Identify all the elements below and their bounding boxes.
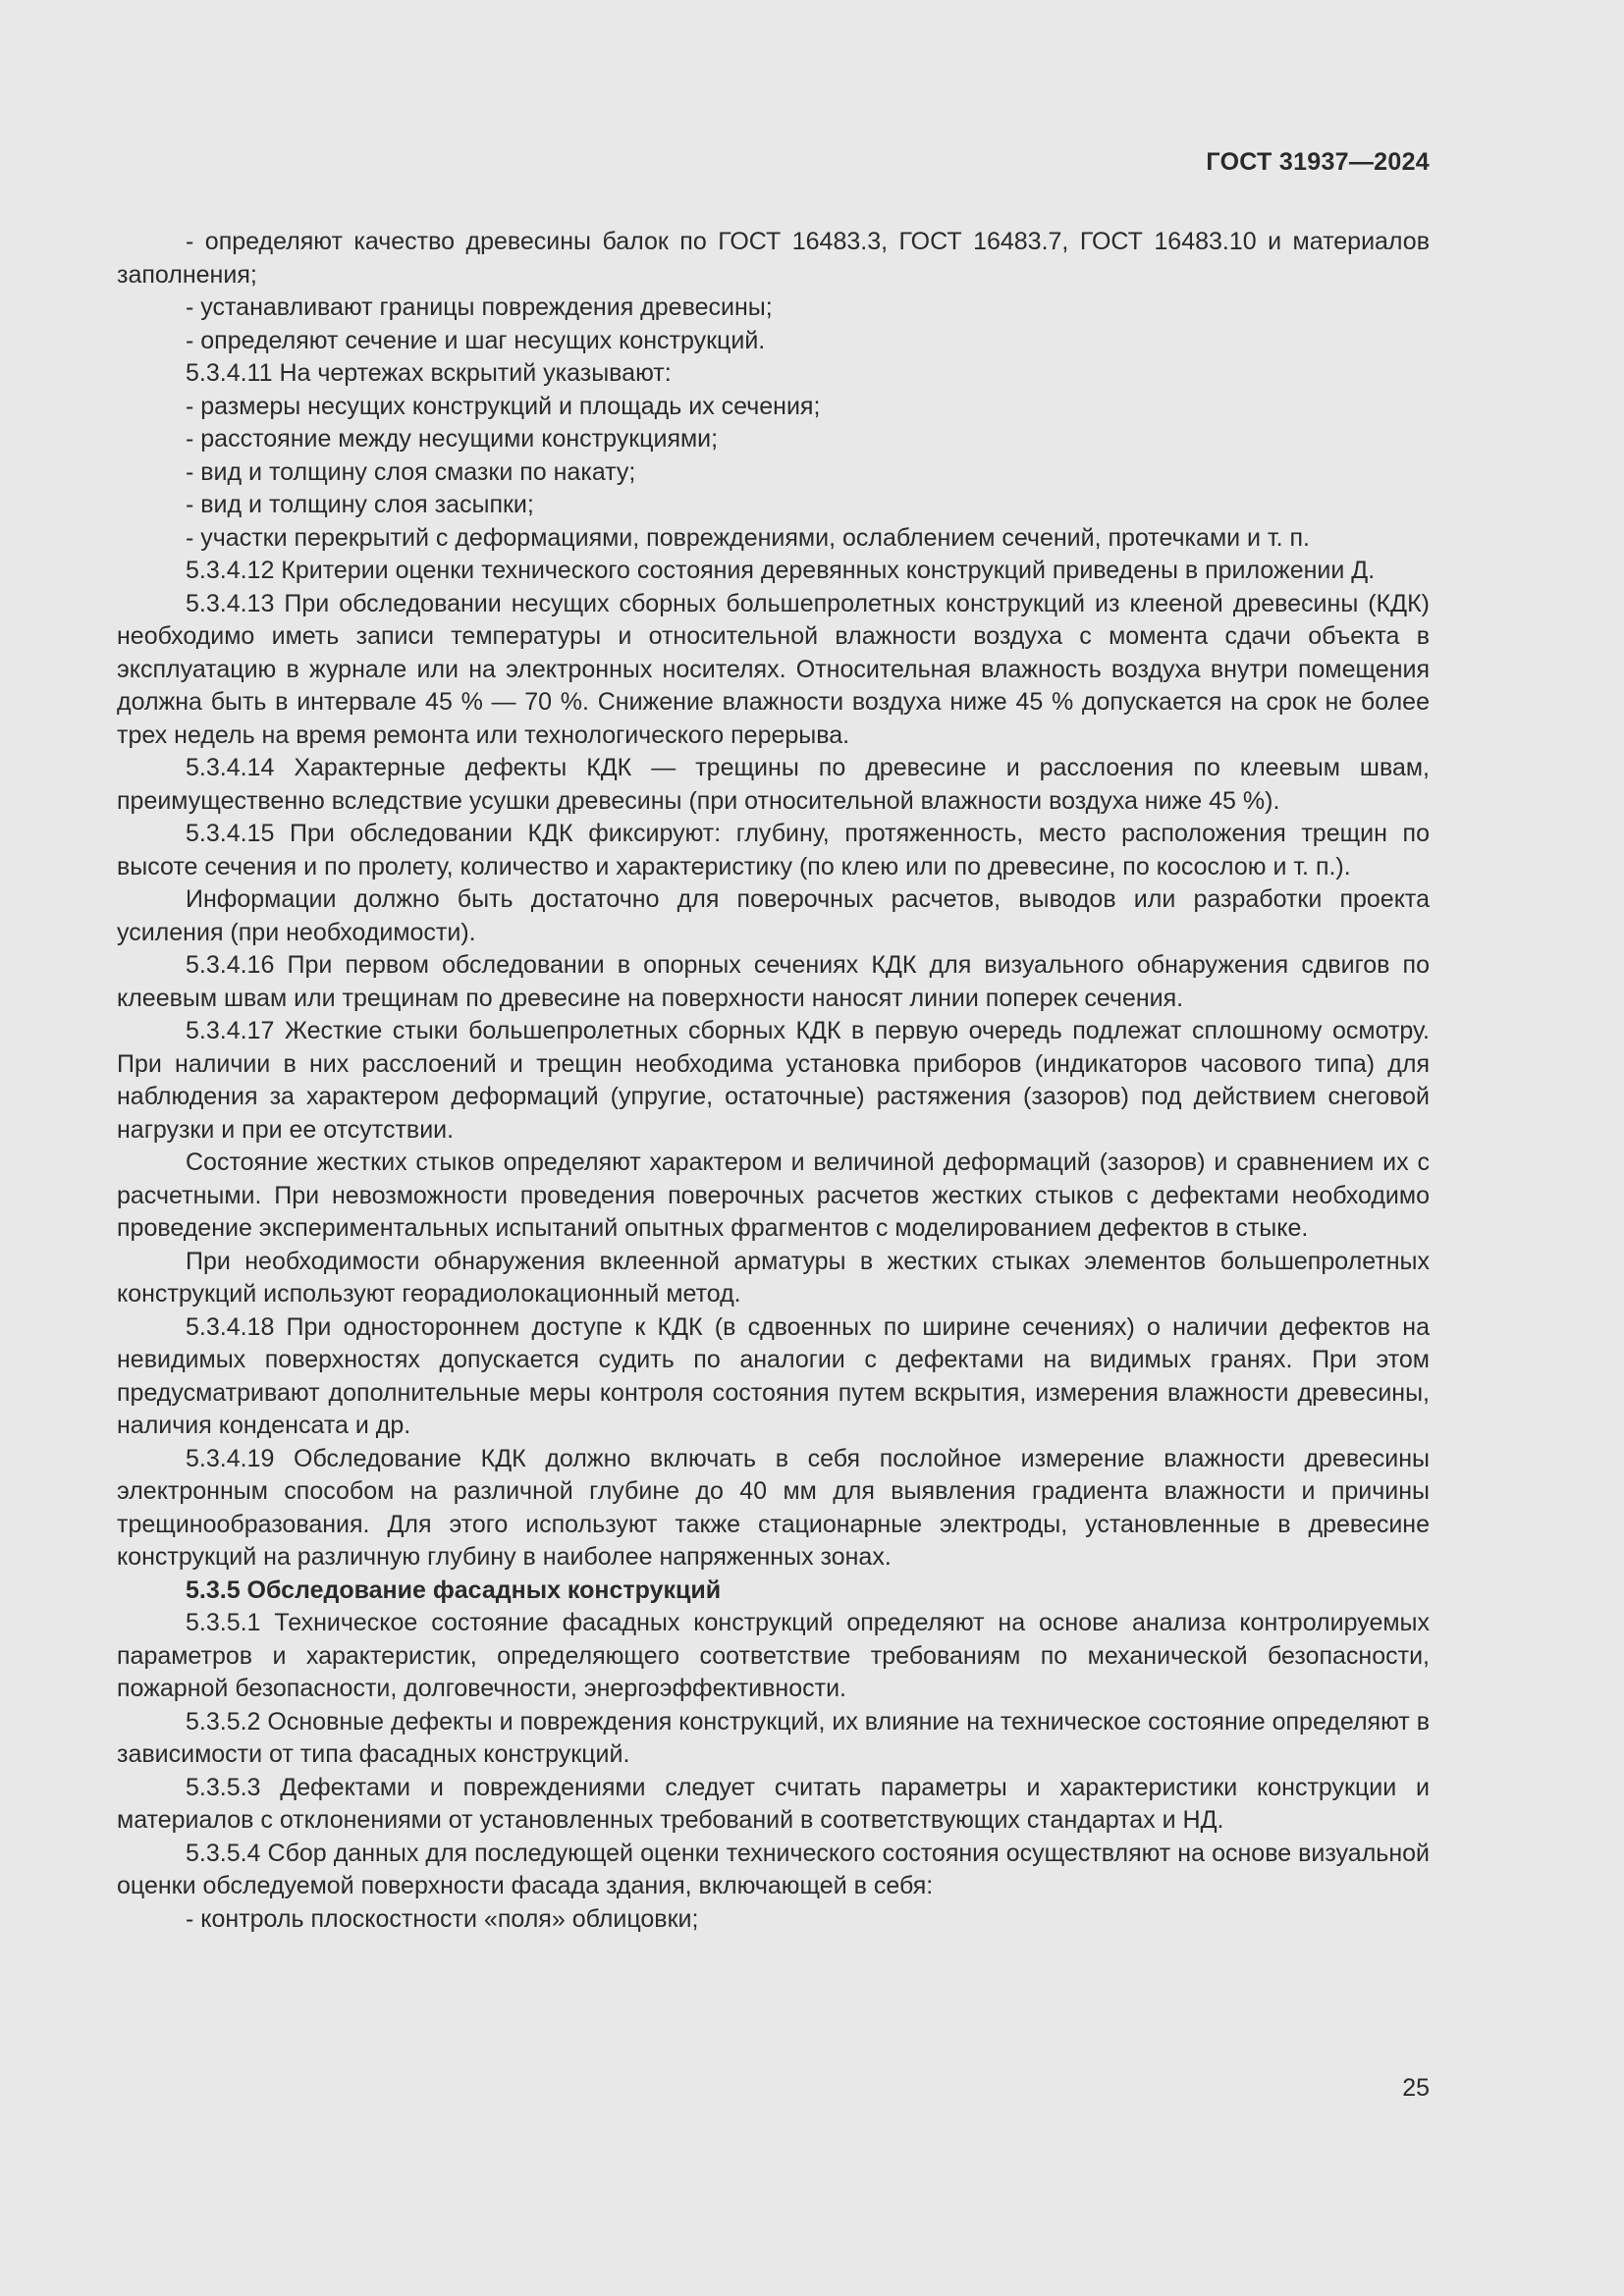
clause-5-3-4-11: 5.3.4.11 На чертежах вскрытий указывают: bbox=[186, 359, 672, 387]
clause-5-3-5-2: 5.3.5.2 Основные дефекты и повреждения конструкций, их влияние на техническое состояние определяют в зависимости от типа фасадных конструкций. bbox=[117, 1707, 1430, 1768]
clause-5-3-4-13: 5.3.4.13 При обследовании несущих сборных большепролетных конструкций из клееной древесины (КДК) необходимо иметь записи температуры и относительной влажности воздуха с момента сдачи объекта в эксплуатацию в журнале или на электронных носителях. Относительная влажность воздуха внутри помещения должна быть в интервале 45 % — 70 %. Снижение влажности воздуха ниже 45 % допускается на срок не более трех недель на время ремонта или технологического перерыва. bbox=[117, 589, 1430, 749]
list-item-lubricant-layer: - вид и толщину слоя смазки по накату; bbox=[186, 457, 636, 486]
paragraph-rigid-joints-state: Состояние жестких стыков определяют характером и величиной деформаций (зазоров) и сравнением их с расчетными. При невозможности проведения поверочных расчетов жестких стыков с дефектами необходимо проведение экспериментальных испытаний опытных фрагментов с моделированием дефектов в стыке. bbox=[117, 1148, 1430, 1242]
clause-5-3-4-12: 5.3.4.12 Критерии оценки технического состояния деревянных конструкций приведены в приложении Д. bbox=[186, 557, 1376, 584]
list-item-section-and-pitch: - определяют сечение и шаг несущих конструкций. bbox=[186, 326, 766, 354]
clause-5-3-4-16: 5.3.4.16 При первом обследовании в опорных сечениях КДК для визуального обнаружения сдвигов по клеевым швам или трещинам по древесине на поверхности наносят линии поперек сечения. bbox=[117, 951, 1430, 1012]
clause-5-3-4-18: 5.3.4.18 При одностороннем доступе к КДК (в сдвоенных по ширине сечениях) о наличии дефектов на невидимых поверхностях допускается судить по аналогии с дефектами на видимых гранях. При этом предусматривают дополнительные меры контроля состояния путем вскрытия, измерения влажности древесины, наличия конденсата и др. bbox=[117, 1312, 1430, 1439]
document-body bbox=[117, 226, 1430, 1936]
list-item-floor-sections: - участки перекрытий с деформациями, повреждениями, ослаблением сечений, протечками и т. п. bbox=[186, 523, 1311, 552]
clause-5-3-5-3: 5.3.5.3 Дефектами и повреждениями следует считать параметры и характеристики конструкции и материалов с отклонениями от установленных требований в соответствующих стандартах и НД. bbox=[117, 1773, 1430, 1834]
list-item-damage-boundaries: - устанавливают границы повреждения древесины; bbox=[186, 294, 773, 321]
document-header: ГОСТ 31937—2024 bbox=[1206, 148, 1430, 176]
clause-5-3-4-17: 5.3.4.17 Жесткие стыки большепролетных сборных КДК в первую очередь подлежат сплошному осмотру. При наличии в них расслоений и трещин необходима установка приборов (индикаторов часового типа) для наблюдения за характером деформаций (упругие, остаточные) растяжения (зазоров) под действием снеговой нагрузки и при ее отсутствии. bbox=[117, 1017, 1430, 1144]
section-heading-5-3-5: 5.3.5 Обследование фасадных конструкций bbox=[186, 1575, 722, 1604]
list-item-distance: - расстояние между несущими конструкциями; bbox=[186, 425, 719, 453]
clause-5-3-5-1: 5.3.5.1 Техническое состояние фасадных конструкций определяют на основе анализа контролируемых параметров и характеристик, определяющего соответствие требованиям по механической безопасности, пожарной безопасности, долговечности, энергоэффективности. bbox=[117, 1609, 1430, 1702]
page-number: 25 bbox=[1402, 2074, 1430, 2102]
list-item-wood-quality: - определяют качество древесины балок по ГОСТ 16483.3, ГОСТ 16483.7, ГОСТ 16483.10 и материалов заполнения; bbox=[117, 228, 1430, 289]
list-item-backfill-layer: - вид и толщину слоя засыпки; bbox=[186, 491, 534, 518]
clause-5-3-4-19: 5.3.4.19 Обследование КДК должно включать в себя послойное измерение влажности древесины электронным способом на различной глубине до 40 мм для выявления градиента влажности и причины трещинообразования. Для этого используют также стационарные электроды, установленные в древесине конструкций на различную глубину в наиболее напряженных зонах. bbox=[117, 1444, 1430, 1571]
list-item-flatness-control: - контроль плоскостности «поля» облицовки; bbox=[186, 1904, 699, 1933]
list-item-dimensions: - размеры несущих конструкций и площадь их сечения; bbox=[186, 392, 821, 420]
clause-5-3-4-15: 5.3.4.15 При обследовании КДК фиксируют: глубину, протяженность, место расположения трещин по высоте сечения и по пролету, количество и характеристику (по клею или по древесине, по косослою и т. п.). bbox=[117, 820, 1430, 881]
paragraph-information: Информации должно быть достаточно для поверочных расчетов, выводов или разработки проекта усиления (при необходимости). bbox=[117, 885, 1430, 946]
clause-5-3-5-4: 5.3.5.4 Сбор данных для последующей оценки технического состояния осуществляют на основе визуальной оценки обследуемой поверхности фасада здания, включающей в себя: bbox=[117, 1839, 1430, 1899]
clause-5-3-4-14: 5.3.4.14 Характерные дефекты КДК — трещины по древесине и расслоения по клеевым швам, преимущественно вследствие усушки древесины (при относительной влажности воздуха ниже 45 %). bbox=[117, 754, 1430, 815]
paragraph-georadar-method: При необходимости обнаружения вклеенной арматуры в жестких стыках элементов большепролетных конструкций используют георадиолокационный метод. bbox=[117, 1247, 1430, 1308]
